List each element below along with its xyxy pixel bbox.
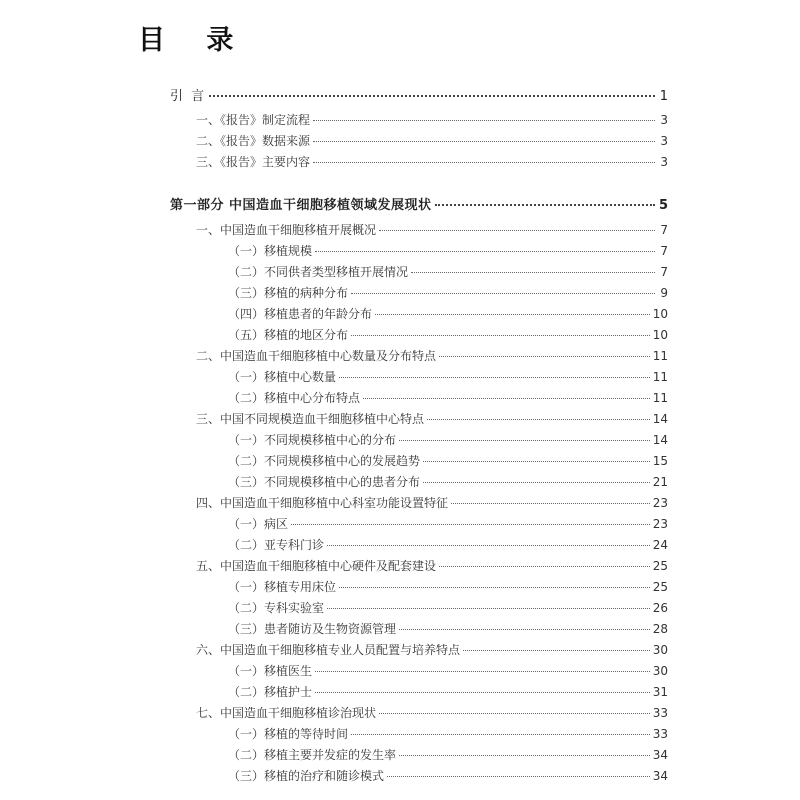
- toc-entry-label: （二）移植主要并发症的发生率: [228, 748, 397, 762]
- toc-entry[interactable]: [228, 452, 668, 469]
- toc-entry[interactable]: [228, 599, 668, 616]
- leader-dots: [315, 250, 655, 252]
- leader-dots: [399, 439, 650, 441]
- toc-entry-label: （一）病区: [228, 517, 289, 531]
- toc-page-number: 11: [652, 349, 668, 363]
- toc-entry-label: 二、中国造血干细胞移植中心数量及分布特点: [196, 349, 437, 363]
- toc-page-number: 21: [652, 475, 668, 489]
- toc-entry[interactable]: [196, 557, 668, 574]
- toc-entry-label: （三）移植的治疗和随诊模式: [228, 769, 385, 783]
- leader-dots: [327, 544, 650, 546]
- toc-page-number: 23: [652, 517, 668, 531]
- toc-page-number: 10: [652, 328, 668, 342]
- toc-page-number: 1: [659, 89, 668, 104]
- toc-entry-label: 六、中国造血干细胞移植专业人员配置与培养特点: [196, 643, 461, 657]
- toc-page-number: 30: [652, 643, 668, 657]
- leader-dots: [339, 586, 650, 588]
- toc-entry-label: （五）移植的地区分布: [228, 328, 349, 342]
- toc-page-number: 28: [652, 622, 668, 636]
- toc-page-number: 9: [660, 286, 668, 300]
- toc-page-number: 14: [652, 433, 668, 447]
- toc-entry[interactable]: [228, 473, 668, 490]
- toc-entry[interactable]: [196, 494, 668, 511]
- leader-dots: [427, 418, 650, 420]
- toc-entry[interactable]: [228, 305, 668, 322]
- leader-dots: [313, 161, 655, 163]
- toc-page-number: 10: [652, 307, 668, 321]
- leader-dots: [411, 271, 655, 273]
- toc-entry-label: 一、《报告》制定流程: [196, 113, 311, 127]
- leader-dots: [435, 203, 655, 206]
- toc-entry[interactable]: [228, 263, 668, 280]
- toc-entry-label: 七、中国造血干细胞移植诊治现状: [196, 706, 377, 720]
- toc-entry[interactable]: [228, 368, 668, 385]
- toc-page-number: 34: [652, 748, 668, 762]
- leader-dots: [379, 712, 650, 714]
- toc-page-number: 7: [660, 244, 668, 258]
- toc-entry[interactable]: [196, 641, 668, 658]
- toc-entry-label: （一）移植的等待时间: [228, 727, 349, 741]
- toc-entry[interactable]: [228, 578, 668, 595]
- toc-entry[interactable]: [228, 620, 668, 637]
- toc-page-number: 33: [652, 727, 668, 741]
- leader-dots: [423, 481, 650, 483]
- toc-entry-label: （一）移植规模: [228, 244, 313, 258]
- toc-entry-label: （二）移植护士: [228, 685, 313, 699]
- leader-dots: [375, 313, 650, 315]
- leader-dots: [327, 607, 650, 609]
- toc-entry-label: 五、中国造血干细胞移植中心硬件及配套建设: [196, 559, 437, 573]
- toc-entry-label: （二）亚专科门诊: [228, 538, 325, 552]
- toc-entry-label: （一）移植医生: [228, 664, 313, 678]
- leader-dots: [439, 565, 650, 567]
- toc-entry[interactable]: [228, 746, 668, 763]
- toc-entry-label: 引 言: [170, 89, 207, 104]
- leader-dots: [315, 691, 650, 693]
- leader-dots: [363, 397, 650, 399]
- toc-page-number: 5: [658, 198, 668, 213]
- toc-page-number: 7: [660, 265, 668, 279]
- leader-dots: [399, 628, 650, 630]
- toc-page-number: 14: [652, 412, 668, 426]
- toc-page-number: 3: [660, 134, 668, 148]
- toc-page-number: 30: [652, 664, 668, 678]
- toc-page-number: 24: [652, 538, 668, 552]
- toc-page-number: 3: [660, 155, 668, 169]
- leader-dots: [423, 460, 650, 462]
- leader-dots: [313, 119, 655, 121]
- toc-page-number: 25: [652, 580, 668, 594]
- toc-entry-label: （二）移植中心分布特点: [228, 391, 361, 405]
- leader-dots: [451, 502, 650, 504]
- toc-page-number: 33: [652, 706, 668, 720]
- toc-entry-label: （二）专科实验室: [228, 601, 325, 615]
- leader-dots: [313, 140, 655, 142]
- toc-entry-label: （三）患者随访及生物资源管理: [228, 622, 397, 636]
- toc-page-number: 11: [652, 391, 668, 405]
- toc-entry[interactable]: [196, 111, 668, 128]
- toc-entry[interactable]: [196, 410, 668, 427]
- toc-entry[interactable]: [228, 767, 668, 784]
- toc-entry[interactable]: [196, 704, 668, 721]
- toc-entry[interactable]: [228, 326, 668, 343]
- toc-entry-label: （一）移植中心数量: [228, 370, 337, 384]
- toc-page-number: 31: [652, 685, 668, 699]
- toc-entry-label: （三）移植的病种分布: [228, 286, 349, 300]
- leader-dots: [209, 94, 655, 97]
- toc-entry[interactable]: [228, 536, 668, 553]
- toc-entry-label: 第一部分 中国造血干细胞移植领域发展现状: [170, 198, 432, 213]
- leader-dots: [439, 355, 650, 357]
- toc-page-number: 15: [652, 454, 668, 468]
- leader-dots: [291, 523, 650, 525]
- leader-dots: [351, 733, 650, 735]
- toc-entry[interactable]: [228, 284, 668, 301]
- toc-entry[interactable]: [228, 725, 668, 742]
- leader-dots: [351, 334, 650, 336]
- toc-page-number: 23: [652, 496, 668, 510]
- toc-entry-label: （三）不同规模移植中心的患者分布: [228, 475, 421, 489]
- toc-entry[interactable]: [196, 132, 668, 149]
- leader-dots: [315, 670, 650, 672]
- toc-entry-part-one[interactable]: [170, 194, 668, 213]
- toc-page-number: 3: [660, 113, 668, 127]
- toc-page-number: 7: [660, 223, 668, 237]
- toc-entry-label: （一）移植专用床位: [228, 580, 337, 594]
- toc-entry[interactable]: [196, 153, 668, 170]
- toc-entry-label: （二）不同供者类型移植开展情况: [228, 265, 409, 279]
- toc-page-number: 26: [652, 601, 668, 615]
- toc-page-number: 25: [652, 559, 668, 573]
- toc-entry-intro[interactable]: [170, 85, 668, 104]
- toc-entry-label: 三、中国不同规模造血干细胞移植中心特点: [196, 412, 425, 426]
- toc-entry[interactable]: [228, 431, 668, 448]
- toc-entry-label: 三、《报告》主要内容: [196, 155, 311, 169]
- toc-page-number: 34: [652, 769, 668, 783]
- toc-entry[interactable]: [228, 515, 668, 532]
- page-title: 目 录: [138, 25, 250, 56]
- toc-entry[interactable]: [228, 662, 668, 679]
- toc-entry[interactable]: [196, 221, 668, 238]
- toc-entry-label: （四）移植患者的年龄分布: [228, 307, 373, 321]
- toc-entry[interactable]: [228, 389, 668, 406]
- toc-entry-label: （二）不同规模移植中心的发展趋势: [228, 454, 421, 468]
- leader-dots: [399, 754, 650, 756]
- toc-page-number: 11: [652, 370, 668, 384]
- toc-entry-label: 四、中国造血干细胞移植中心科室功能设置特征: [196, 496, 449, 510]
- toc-entry-label: （一）不同规模移植中心的分布: [228, 433, 397, 447]
- leader-dots: [387, 775, 650, 777]
- leader-dots: [339, 376, 650, 378]
- toc-entry[interactable]: [196, 347, 668, 364]
- toc-entry[interactable]: [228, 242, 668, 259]
- leader-dots: [379, 229, 655, 231]
- leader-dots: [351, 292, 655, 294]
- toc-entry[interactable]: [228, 683, 668, 700]
- toc-entry-label: 一、中国造血干细胞移植开展概况: [196, 223, 377, 237]
- toc-entry-label: 二、《报告》数据来源: [196, 134, 311, 148]
- leader-dots: [463, 649, 650, 651]
